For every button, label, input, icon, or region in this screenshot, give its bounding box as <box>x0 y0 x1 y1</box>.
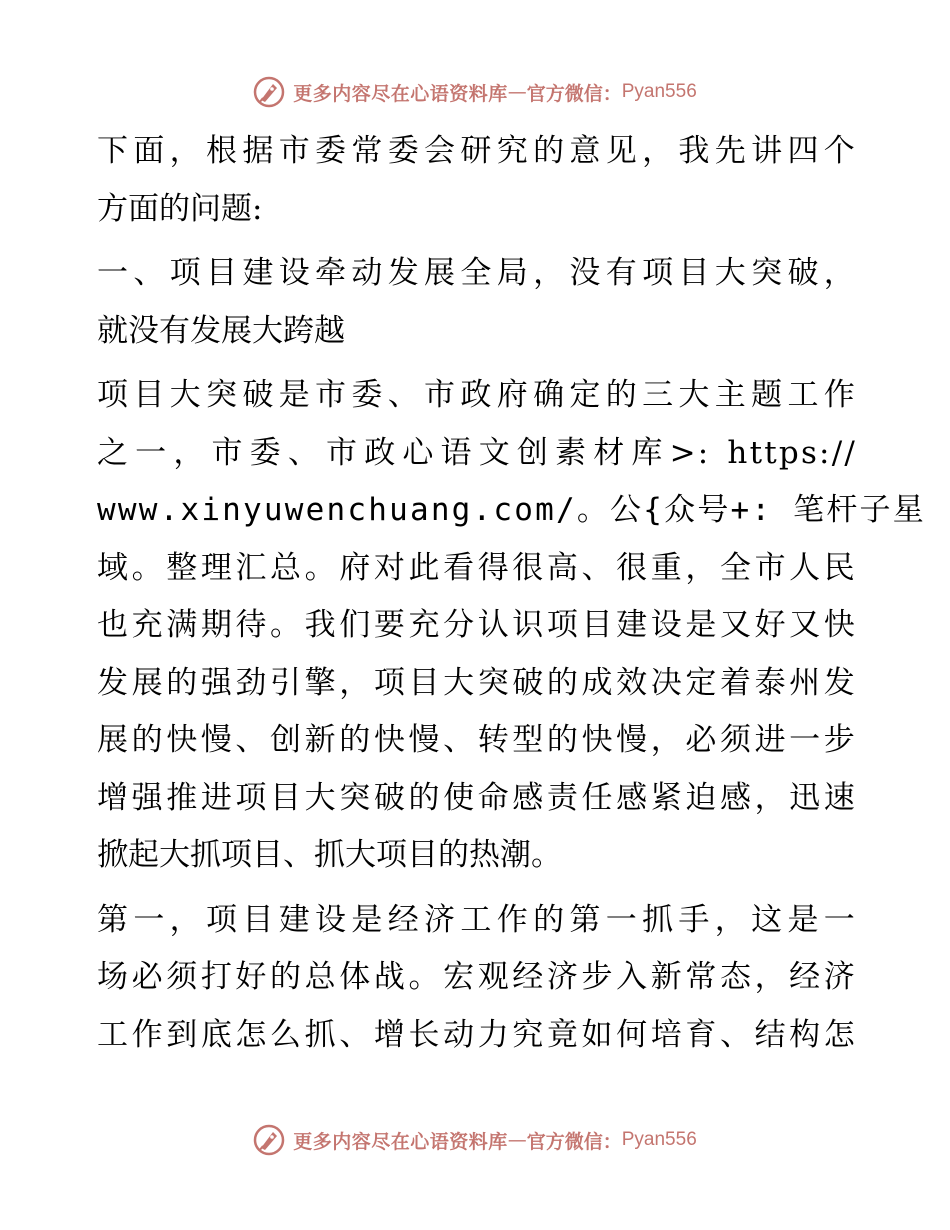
paragraph-body <box>97 892 857 1065</box>
text-line: 第一，项目建设是经济工作的第一抓手，这是一 <box>97 901 857 938</box>
text-line: 展的快慢、创新的快慢、转型的快慢，必须进一步 <box>97 722 857 758</box>
banner-wechat-label: 官方微信： <box>526 1130 622 1153</box>
banner-text: 更多内容尽在心语资料库 <box>293 82 508 105</box>
text-line: 增强推进项目大突破的使命感责任感紧迫感，迅速 <box>97 779 857 816</box>
text-line: 工作到底怎么抓、增长动力究竟如何培育、结构怎 <box>97 1016 857 1053</box>
section-heading <box>97 245 857 360</box>
banner-separator: — <box>507 1129 527 1151</box>
text-line: www.xinyuwenchuang.com/。公{众号+: 笔杆子星 <box>97 492 926 528</box>
text-line: 发展的强劲引擎，项目大突破的成效决定着泰州发 <box>97 664 857 701</box>
document-body <box>97 123 926 1071</box>
text-line: 场必须打好的总体战。宏观经济步入新常态，经济 <box>97 959 857 995</box>
footer-banner <box>0 1120 950 1160</box>
paragraph-intro <box>97 123 857 238</box>
banner-wechat-id: Pyan556 <box>621 81 697 102</box>
text-line: 域。整理汇总。府对此看得很高、很重，全市人民 <box>97 549 857 586</box>
text-line: 也充满期待。我们要充分认识项目建设是又好又快 <box>97 607 857 643</box>
banner-wechat-id: Pyan556 <box>621 1129 697 1150</box>
banner-wechat-label: 官方微信： <box>526 82 622 105</box>
header-banner <box>0 72 950 112</box>
text-line: 掀起大抓项目、抓大项目的热潮。 <box>97 837 562 873</box>
text-line: 一、项目建设牵动发展全局，没有项目大突破， <box>97 255 857 291</box>
paragraph-body <box>97 367 926 885</box>
text-line: 之一，市委、市政心语文创素材库>: https:// <box>97 434 857 471</box>
text-line: 项目大突破是市委、市政府确定的三大主题工作 <box>97 377 857 413</box>
text-line: 下面，根据市委常委会研究的意见，我先讲四个 <box>97 133 857 169</box>
text-line: 就没有发展大跨越 <box>97 312 345 349</box>
text-line: 方面的问题: <box>97 190 263 227</box>
fountain-pen-icon <box>253 1124 285 1156</box>
banner-text: 更多内容尽在心语资料库 <box>293 1130 508 1153</box>
banner-separator: — <box>507 81 527 103</box>
fountain-pen-icon <box>253 76 285 108</box>
